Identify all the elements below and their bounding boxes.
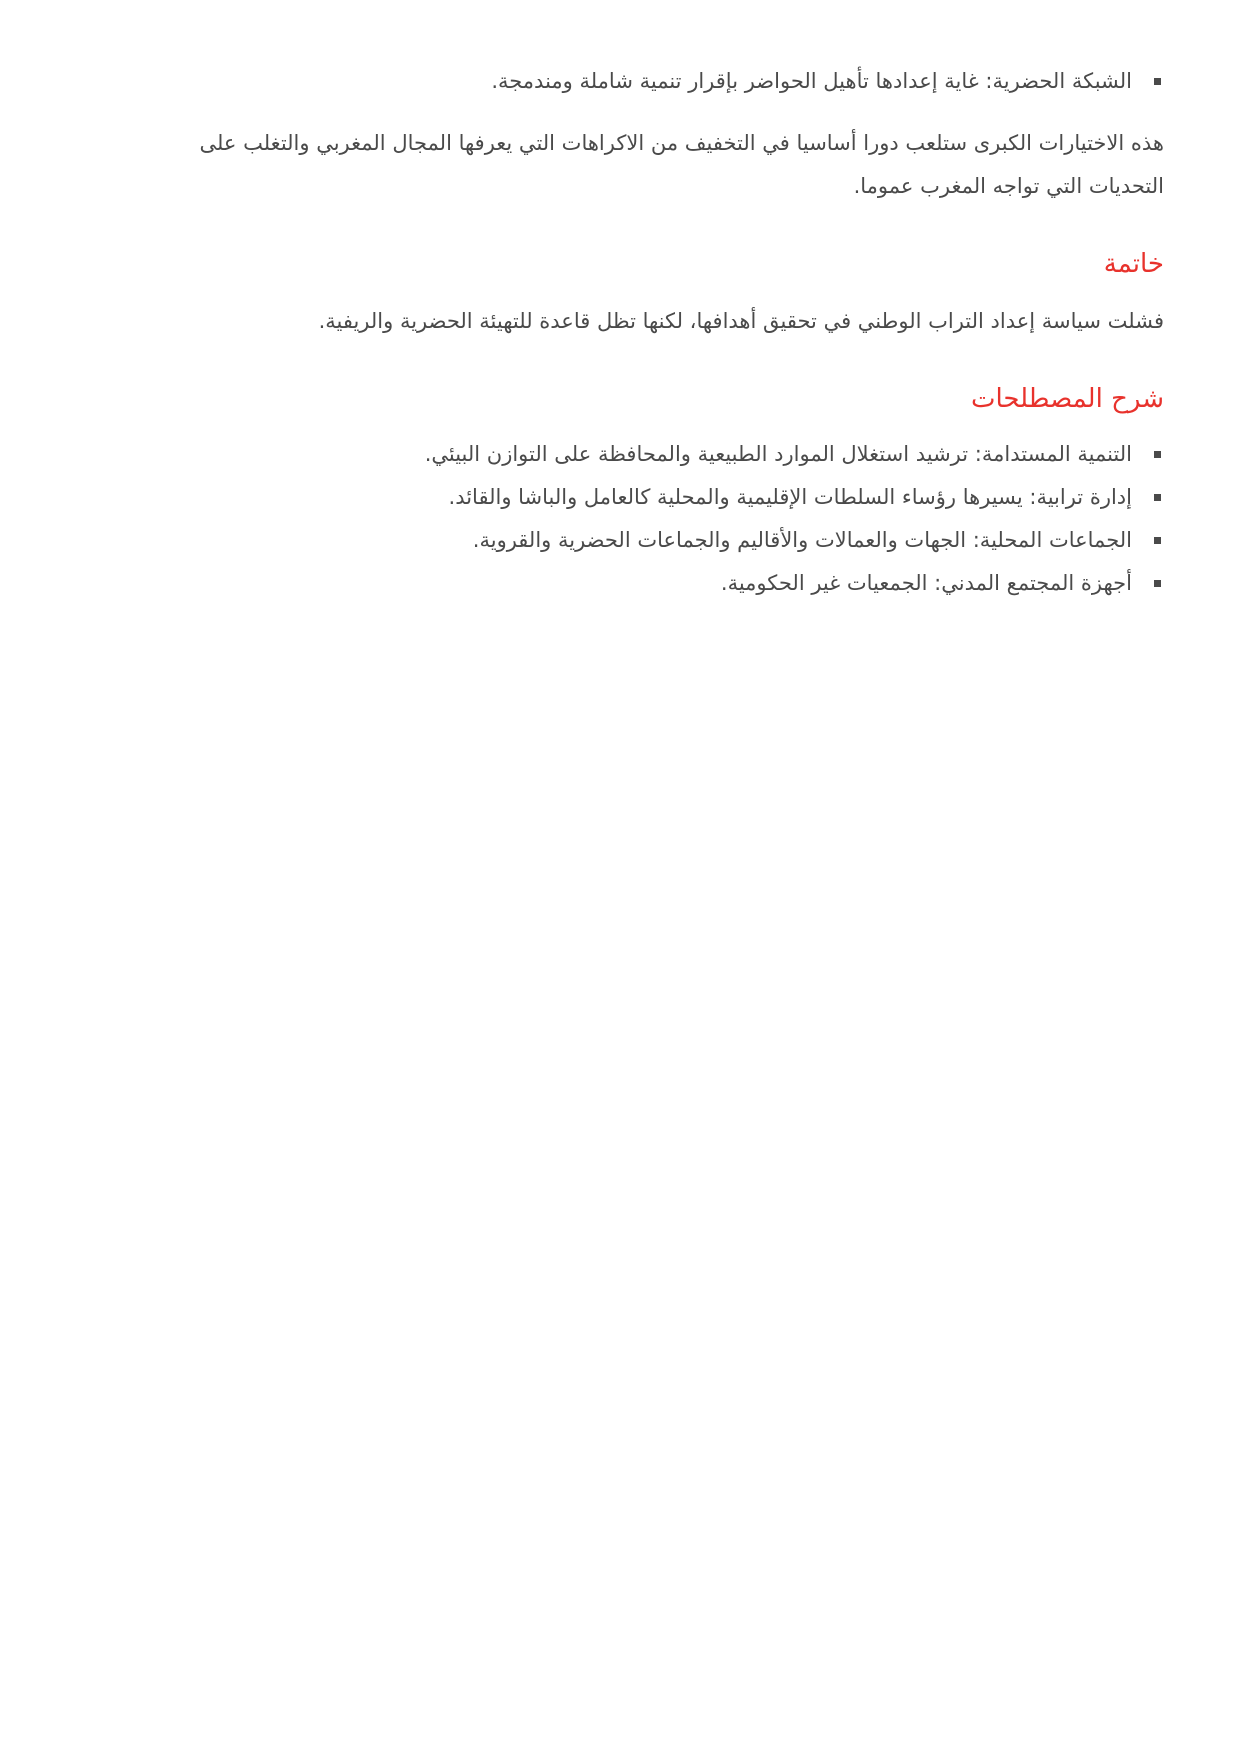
document-page — [124, 60, 1164, 605]
list-item — [124, 519, 1164, 562]
square-bullet-icon — [1154, 580, 1161, 587]
intro-paragraph: هذه الاختيارات الكبرى ستلعب دورا أساسيا في التخفيف من الاكراهات التي يعرفها المجال المغربي والتغلب على التحديات التي تواجه المغرب عموما. — [199, 131, 1164, 198]
list-item — [124, 562, 1164, 605]
square-bullet-icon — [1154, 537, 1161, 544]
urban-network-list — [124, 60, 1164, 103]
list-item — [124, 476, 1164, 519]
term-text: التنمية المستدامة: ترشيد استغلال الموارد الطبيعية والمحافظة على التوازن البيئي. — [424, 442, 1132, 466]
square-bullet-icon — [1154, 78, 1161, 85]
list-item — [124, 60, 1164, 103]
terms-list — [124, 433, 1164, 605]
conclusion-paragraph: فشلت سياسة إعداد التراب الوطني في تحقيق أهدافها، لكنها تظل قاعدة للتهيئة الحضرية والريفية. — [318, 309, 1164, 333]
term-text: أجهزة المجتمع المدني: الجمعيات غير الحكومية. — [720, 571, 1132, 595]
square-bullet-icon — [1154, 451, 1161, 458]
list-item-text: الشبكة الحضرية: غاية إعدادها تأهيل الحواضر بإقرار تنمية شاملة ومندمجة. — [491, 69, 1132, 93]
term-text: الجماعات المحلية: الجهات والعمالات والأقاليم والجماعات الحضرية والقروية. — [472, 528, 1132, 552]
conclusion-heading: خاتمة — [1103, 249, 1164, 279]
terms-heading: شرح المصطلحات — [970, 384, 1164, 414]
list-item — [124, 433, 1164, 476]
square-bullet-icon — [1154, 494, 1161, 501]
term-text: إدارة ترابية: يسيرها رؤساء السلطات الإقليمية والمحلية كالعامل والباشا والقائد. — [448, 485, 1132, 509]
